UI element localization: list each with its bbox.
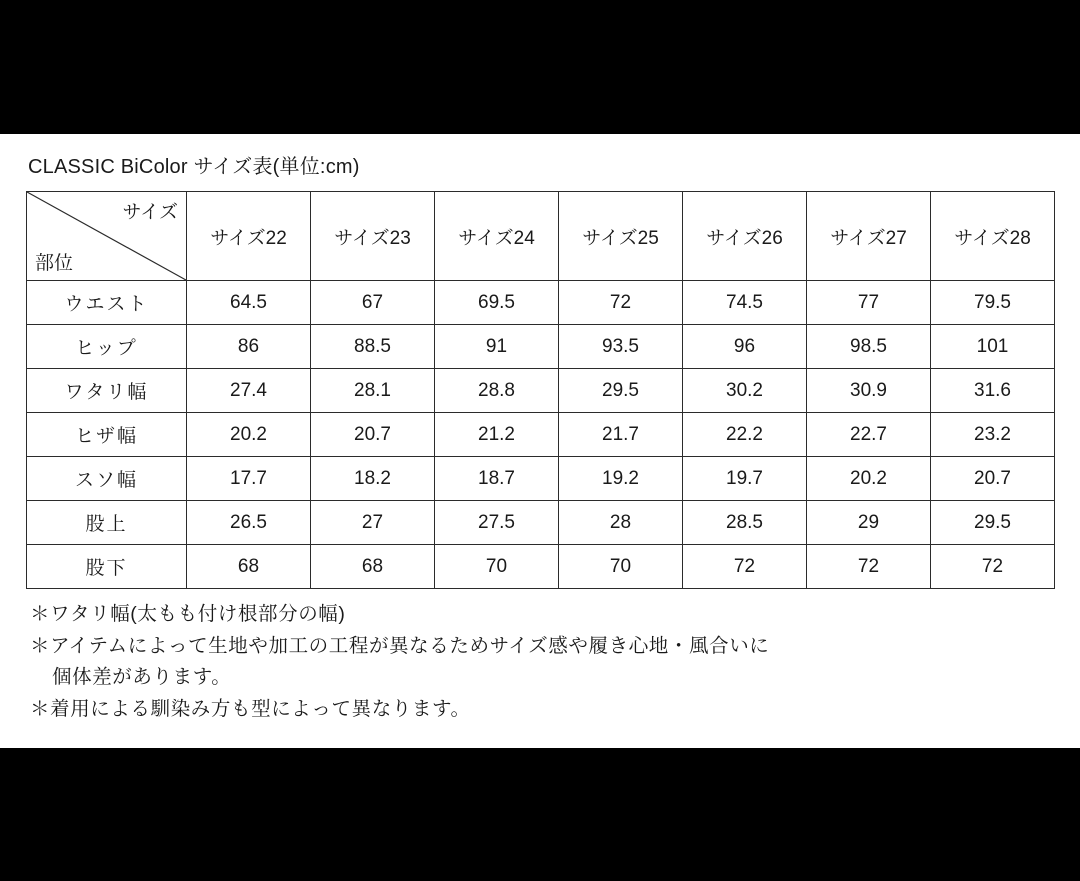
column-header-23: サイズ23 (311, 192, 435, 281)
column-header-22: サイズ22 (187, 192, 311, 281)
cell-rise-22: 26.5 (187, 501, 311, 545)
sheet-inner (0, 134, 1080, 748)
cell-inseam-22: 68 (187, 545, 311, 589)
cell-knee-23: 20.7 (311, 413, 435, 457)
column-header-25: サイズ25 (559, 192, 683, 281)
column-header-26: サイズ26 (683, 192, 807, 281)
cell-inseam-24: 70 (435, 545, 559, 589)
cell-hem-22: 17.7 (187, 457, 311, 501)
cell-knee-24: 21.2 (435, 413, 559, 457)
cell-rise-28: 29.5 (931, 501, 1055, 545)
cell-hip-26: 96 (683, 325, 807, 369)
note-thigh-definition: ＊ワタリ幅(太もも付け根部分の幅) (30, 603, 346, 625)
cell-thigh-24: 28.8 (435, 369, 559, 413)
table-row (27, 457, 1055, 501)
cell-thigh-25: 29.5 (559, 369, 683, 413)
cell-knee-28: 23.2 (931, 413, 1055, 457)
table-header-row (27, 192, 1055, 281)
table-row (27, 281, 1055, 325)
cell-hip-27: 98.5 (807, 325, 931, 369)
cell-thigh-26: 30.2 (683, 369, 807, 413)
cell-waist-26: 74.5 (683, 281, 807, 325)
cell-inseam-26: 72 (683, 545, 807, 589)
cell-hip-22: 86 (187, 325, 311, 369)
cell-waist-27: 77 (807, 281, 931, 325)
cell-knee-26: 22.2 (683, 413, 807, 457)
row-label-hip: ヒップ (27, 325, 187, 369)
note-variation-line1: ＊アイテムによって生地や加工の工程が異なるためサイズ感や履き心地・風合いに (30, 634, 770, 657)
cell-knee-22: 20.2 (187, 413, 311, 457)
corner-part-label: 部位 (35, 253, 74, 274)
corner-cell (27, 192, 187, 281)
column-header-27: サイズ27 (807, 192, 931, 281)
row-label-thigh: ワタリ幅 (27, 369, 187, 413)
cell-hem-25: 19.2 (559, 457, 683, 501)
cell-hem-24: 18.7 (435, 457, 559, 501)
cell-thigh-28: 31.6 (931, 369, 1055, 413)
cell-hip-28: 101 (931, 325, 1055, 369)
page-title: CLASSIC BiColor サイズ表(単位:cm) (28, 156, 360, 178)
row-label-hem: スソ幅 (27, 457, 187, 501)
cell-inseam-27: 72 (807, 545, 931, 589)
cell-hip-24: 91 (435, 325, 559, 369)
cell-hip-25: 93.5 (559, 325, 683, 369)
size-table (26, 191, 1055, 589)
table-row (27, 413, 1055, 457)
cell-rise-24: 27.5 (435, 501, 559, 545)
cell-hem-28: 20.7 (931, 457, 1055, 501)
cell-rise-27: 29 (807, 501, 931, 545)
table-row (27, 369, 1055, 413)
size-chart-sheet (0, 134, 1080, 748)
cell-inseam-25: 70 (559, 545, 683, 589)
cell-knee-27: 22.7 (807, 413, 931, 457)
note-wear-line: ＊着用による馴染み方も型によって異なります。 (30, 697, 471, 720)
cell-hem-26: 19.7 (683, 457, 807, 501)
note-variation-line2: 個体差があります。 (52, 666, 232, 689)
cell-hem-27: 20.2 (807, 457, 931, 501)
corner-size-label: サイズ (122, 202, 178, 223)
cell-waist-25: 72 (559, 281, 683, 325)
row-label-rise: 股上 (27, 501, 187, 545)
cell-hip-23: 88.5 (311, 325, 435, 369)
cell-thigh-23: 28.1 (311, 369, 435, 413)
cell-waist-23: 67 (311, 281, 435, 325)
cell-waist-24: 69.5 (435, 281, 559, 325)
cell-waist-28: 79.5 (931, 281, 1055, 325)
cell-rise-26: 28.5 (683, 501, 807, 545)
cell-rise-25: 28 (559, 501, 683, 545)
cell-inseam-28: 72 (931, 545, 1055, 589)
column-header-28: サイズ28 (931, 192, 1055, 281)
notes-section (30, 599, 1054, 725)
cell-knee-25: 21.7 (559, 413, 683, 457)
cell-inseam-23: 68 (311, 545, 435, 589)
cell-hem-23: 18.2 (311, 457, 435, 501)
row-label-waist: ウエスト (27, 281, 187, 325)
cell-thigh-22: 27.4 (187, 369, 311, 413)
row-label-knee: ヒザ幅 (27, 413, 187, 457)
cell-waist-22: 64.5 (187, 281, 311, 325)
cell-rise-23: 27 (311, 501, 435, 545)
table-row (27, 545, 1055, 589)
row-label-inseam: 股下 (27, 545, 187, 589)
table-row (27, 325, 1055, 369)
table-row (27, 501, 1055, 545)
cell-thigh-27: 30.9 (807, 369, 931, 413)
column-header-24: サイズ24 (435, 192, 559, 281)
